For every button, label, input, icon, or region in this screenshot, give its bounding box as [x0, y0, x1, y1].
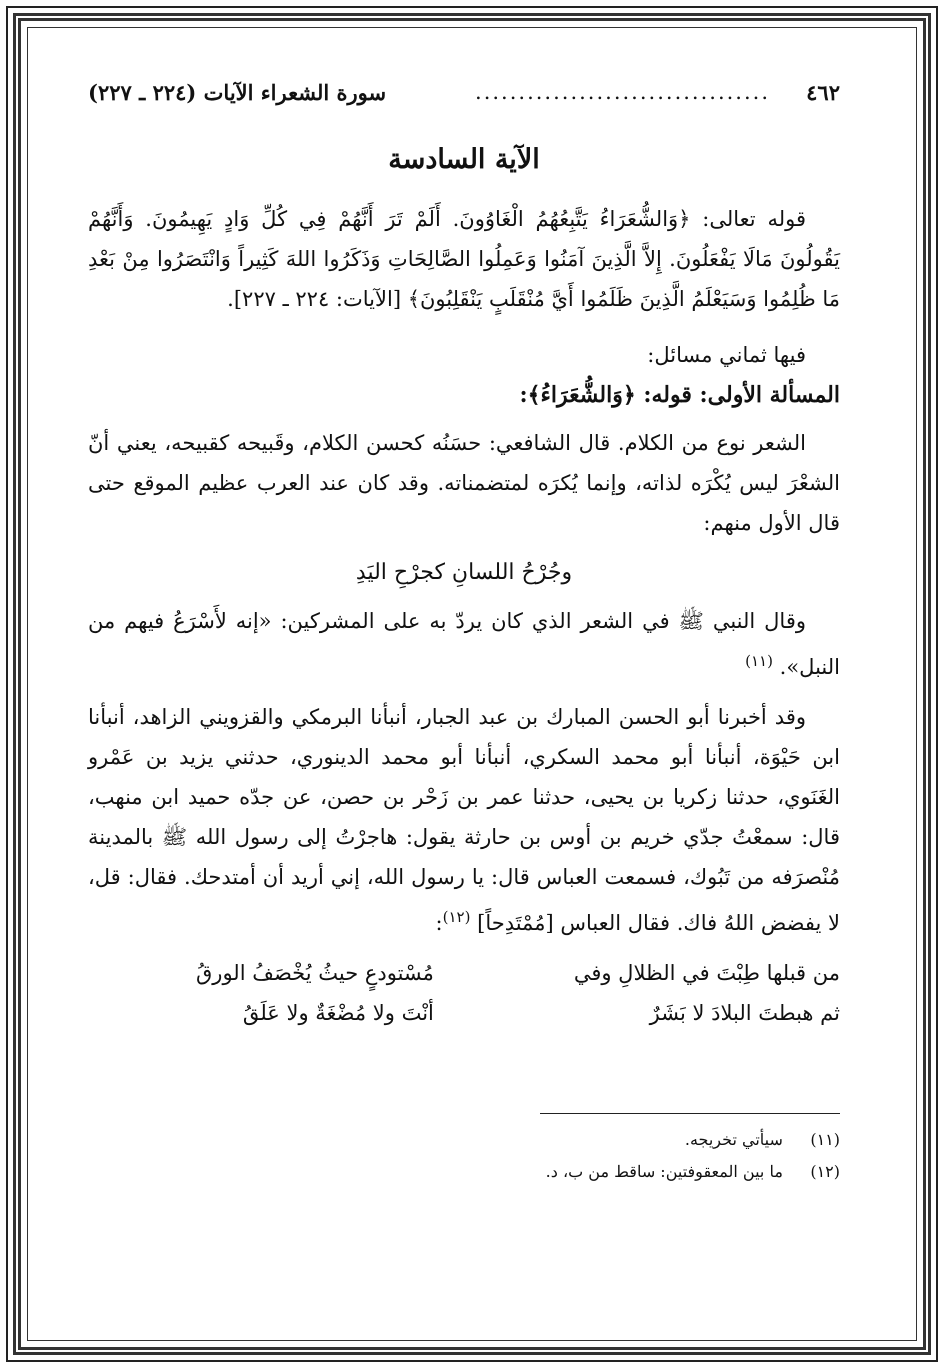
footnote-text: سيأتي تخريجه.	[684, 1130, 783, 1149]
paragraph-poetry-definition: الشعر نوع من الكلام. قال الشافعي: حسَنُه كحسن الكلام، وقَبيحه كقبيحه، يعني أنّ الشعْرَ ليس يُكْرَه لذاته، وإنما يُكرَه لمتضمناته. وقد كان عند العرب عظيم الموقع حتى قال الأول منهم:	[88, 431, 840, 535]
page-header	[88, 78, 840, 118]
paragraph-prophet-saying-text: وقال النبي ﷺ في الشعر الذي كان يردّ به على المشركين: «إنه لأَسْرَعُ فيهم من النبل».	[88, 609, 840, 679]
verse-hemistich-right: من قبلها طِبْتَ في الظلالِ وفي	[573, 961, 840, 985]
footnote	[88, 1156, 840, 1188]
paragraph-narration-end: :	[435, 911, 443, 935]
footnote	[88, 1124, 840, 1156]
verse-hemistich-left: أنْتَ ولا مُضْغَةٌ ولا عَلَقُ	[242, 1001, 434, 1025]
issues-intro: فيها ثماني مسائل:	[647, 343, 806, 367]
verse-row	[88, 953, 840, 993]
page-number: ٤٦٢	[806, 80, 840, 105]
footnote-divider	[540, 1113, 840, 1114]
verse-hemistich-right: ثم هبطتَ البلادَ لا بَشَرٌ	[649, 1001, 840, 1025]
header-dots: ..................................	[475, 80, 770, 104]
first-issue-heading: المسألة الأولى: قوله: ﴿وَالشُّعَرَاءُ﴾:	[519, 382, 840, 408]
footnote-number: (١٢)	[810, 1162, 840, 1181]
poem-line: وجُرْحُ اللسانِ كجرْحِ اليَدِ	[355, 560, 573, 585]
verse-row	[88, 993, 840, 1033]
footnote-text: ما بين المعقوفتين: ساقط من ب، د.	[545, 1162, 783, 1181]
paragraph-narration-text: وقد أخبرنا أبو الحسن المبارك بن عبد الجبار، أنبأنا البرمكي والقزويني الزاهد، أنبأنا ابن حَيْوَة، أنبأنا أبو محمد السكري، أنبأنا أبو محمد الدينوري، حدثني يزيد بن عَمْرو الغَنَوي، حدثنا زكريا بن يحيى، حدثنا عمر بن زَحْر بن حصن، عن جدّه حميد ابن منهب، قال: سمعْتُ جدّي خريم بن أوس بن حارثة يقول: هاجرْتُ إلى رسول الله ﷺ بالمدينة مُنْصرَفه من تَبُوك، فسمعت العباس قال: يا رسول الله، إني أريد أن أمتدحك. فقال: قل، لا يفضض اللهُ فاك. فقال العباس [مُمْتَدِحاً]	[88, 705, 840, 935]
verse-paragraph: قوله تعالى: ﴿وَالشُّعَرَاءُ يَتَّبِعُهُمُ الْغَاوُونَ. أَلَمْ تَرَ أَنَّهُمْ فِي كُلِّ وَادٍ يَهِيمُونَ. وَأَنَّهُمْ يَقُولُونَ مَالَا يَفْعَلُونَ. إِلاَّ الَّذِينَ آمَنُوا وَعَمِلُوا الصَّالِحَاتِ وَذَكَرُوا اللهَ كَثِيراً وَانْتَصَرُوا مِنْ بَعْدِ مَا ظُلِمُوا وَسَيَعْلَمُ الَّذِينَ ظَلَمُوا أَيَّ مُنْقَلَبٍ يَنْقَلِبُونَ﴾ [الآيات: ٢٢٤ ـ ٢٢٧].	[88, 207, 840, 311]
verse-hemistich-left: مُسْتودعٍ حيثُ يُخْصَفُ الورقُ	[196, 961, 434, 985]
section-title: الآية السادسة	[388, 144, 540, 175]
footnote-ref-12: (١٢)	[442, 908, 471, 926]
page-content	[88, 78, 840, 1188]
paragraph-prophet-saying	[88, 601, 840, 687]
running-title: سورة الشعراء الآيات (٢٢٤ ـ ٢٢٧)	[88, 80, 387, 105]
footnote-ref-11: (١١)	[745, 652, 773, 670]
paragraph-narration	[88, 697, 840, 943]
footnote-number: (١١)	[810, 1130, 840, 1149]
